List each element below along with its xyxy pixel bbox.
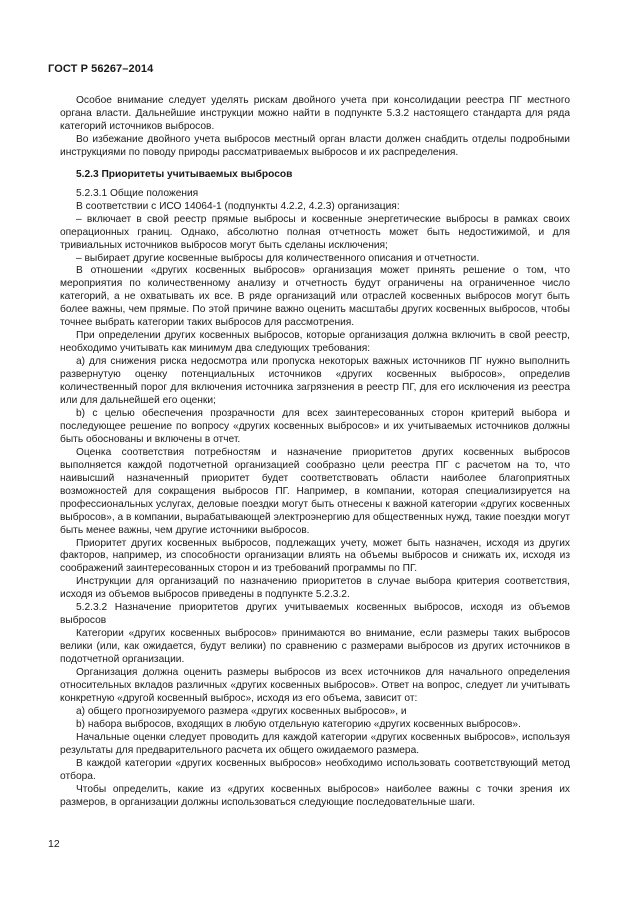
- list-item: – включает в свой реестр прямые выбросы и косвенные энергетические выбросы в рамках своих операционных границ. Однако, абсолютно полная отчетность может быть недостижимой, и для тривиальных источников выбросов могут быть сделаны исключения;: [60, 213, 570, 251]
- list-item: b) с целью обеспечения прозрачности для всех заинтересованных сторон критерий выбора и последующее решение по вопросу «других косвенных выбросов» и их учитываемых источников должны быть обоснованы и включены в отчет.: [60, 407, 570, 445]
- paragraph: Категории «других косвенных выбросов» принимаются во внимание, если размеры таких выбросов велики (или, как ожидается, будут велики) по сравнению с размерами выбросов из других источников в подотчетной организации.: [60, 628, 570, 666]
- list-item: b) набора выбросов, входящих в любую отдельную категорию «других косвенных выбросов».: [76, 718, 521, 730]
- paragraph: Приоритет других косвенных выбросов, подлежащих учету, может быть назначен, исходя из других факторов, например, из способности организации влиять на объемы выбросов и снижать их, исходя из соображений заинтересованных сторон и из требований программы по ПГ.: [60, 537, 570, 575]
- paragraph: Оценка соответствия потребностям и назначение приоритетов других косвенных выбросов выполняется каждой подотчетной организацией сообразно цели реестра ПГ с расчетом на то, что наивысший назначенный приоритет будет соответствовать области наиболее благоприятных возможностей для сокращения выбросов ПГ. Например, в компании, которая специализируется на профессиональных услугах, деловые поездки могут быть отнесены к важной категории «других косвенных выбросов», а в компании, вырабатывающей электроэнергию для общественных нужд, такие поездки могут быть менее важны, чем другие источники выбросов.: [60, 446, 570, 536]
- paragraph: В соответствии с ИСО 14064-1 (подпункты 4.2.2, 4.2.3) организация:: [76, 200, 400, 212]
- section-heading: 5.2.3 Приоритеты учитываемых выбросов: [76, 168, 293, 180]
- list-item: а) для снижения риска недосмотра или пропуска некоторых важных источников ПГ нужно выполнить развернутую оценку потенциальных источников «других косвенных выбросов», определив количественный порог для включения источника загрязнения в реестр ПГ, для его исключения из реестра или для дальнейшей его оценки;: [60, 356, 570, 407]
- page-number: 12: [48, 838, 60, 850]
- document-body: [60, 95, 570, 810]
- paragraph: В каждой категории «других косвенных выбросов» необходимо использовать соответствующий метод отбора.: [60, 757, 570, 782]
- paragraph: Особое внимание следует уделять рискам двойного учета при консолидации реестра ПГ местного органа власти. Дальнейшие инструкции можно найти в подпункте 5.3.2 настоящего стандарта для ряда категорий источников выбросов.: [60, 95, 570, 132]
- paragraph: Начальные оценки следует проводить для каждой категории «других косвенных выбросов», используя результаты для предварительного расчета их общего ожидаемого размера.: [60, 731, 570, 756]
- paragraph: Организация должна оценить размеры выбросов из всех источников для начального определения относительных вкладов различных «других косвенных выбросов». Ответ на вопрос, следует ли учитывать конкретную «другой косвенный выброс», исходя из его объема, зависит от:: [60, 667, 570, 704]
- subsection-title: 5.2.3.1 Общие положения: [76, 187, 199, 199]
- document-header: ГОСТ Р 56267–2014: [48, 63, 154, 75]
- paragraph: При определении других косвенных выбросов, которые организация должна включить в свой реестр, необходимо учитывать как минимум два следующих требования:: [60, 330, 570, 355]
- paragraph: В отношении «других косвенных выбросов» организация может принять решение о том, что мероприятия по количественному анализу и отчетность будут ограничены на ограниченное число категорий, а не охватывать их все. В ряде организаций или отраслей косвенных выбросов могут быть более важны, чем прямые. По этой причине важно оценить масштабы других косвенных выбросов, чтобы точнее выбрать категории таких выбросов для рассмотрения.: [60, 265, 570, 329]
- subsection-title: 5.2.3.2 Назначение приоритетов других учитываемых косвенных выбросов, исходя из объемов выбросов: [60, 602, 570, 627]
- list-item: а) общего прогнозируемого размера «других косвенных выбросов», и: [76, 705, 407, 717]
- list-item: – выбирает другие косвенные выбросы для количественного описания и отчетности.: [76, 252, 480, 264]
- paragraph: Во избежание двойного учета выбросов местный орган власти должен снабдить отделы подробными инструкциями по поводу природы рассматриваемых выбросов и их распределения.: [60, 133, 570, 158]
- paragraph: Чтобы определить, какие из «других косвенных выбросов» наиболее важны с точки зрения их размеров, в организации должны использоваться следующие последовательные шаги.: [60, 783, 570, 808]
- paragraph: Инструкции для организаций по назначению приоритетов в случае выбора критерия соответствия, исходя из объемов выбросов приведены в подпункте 5.2.3.2.: [60, 576, 570, 601]
